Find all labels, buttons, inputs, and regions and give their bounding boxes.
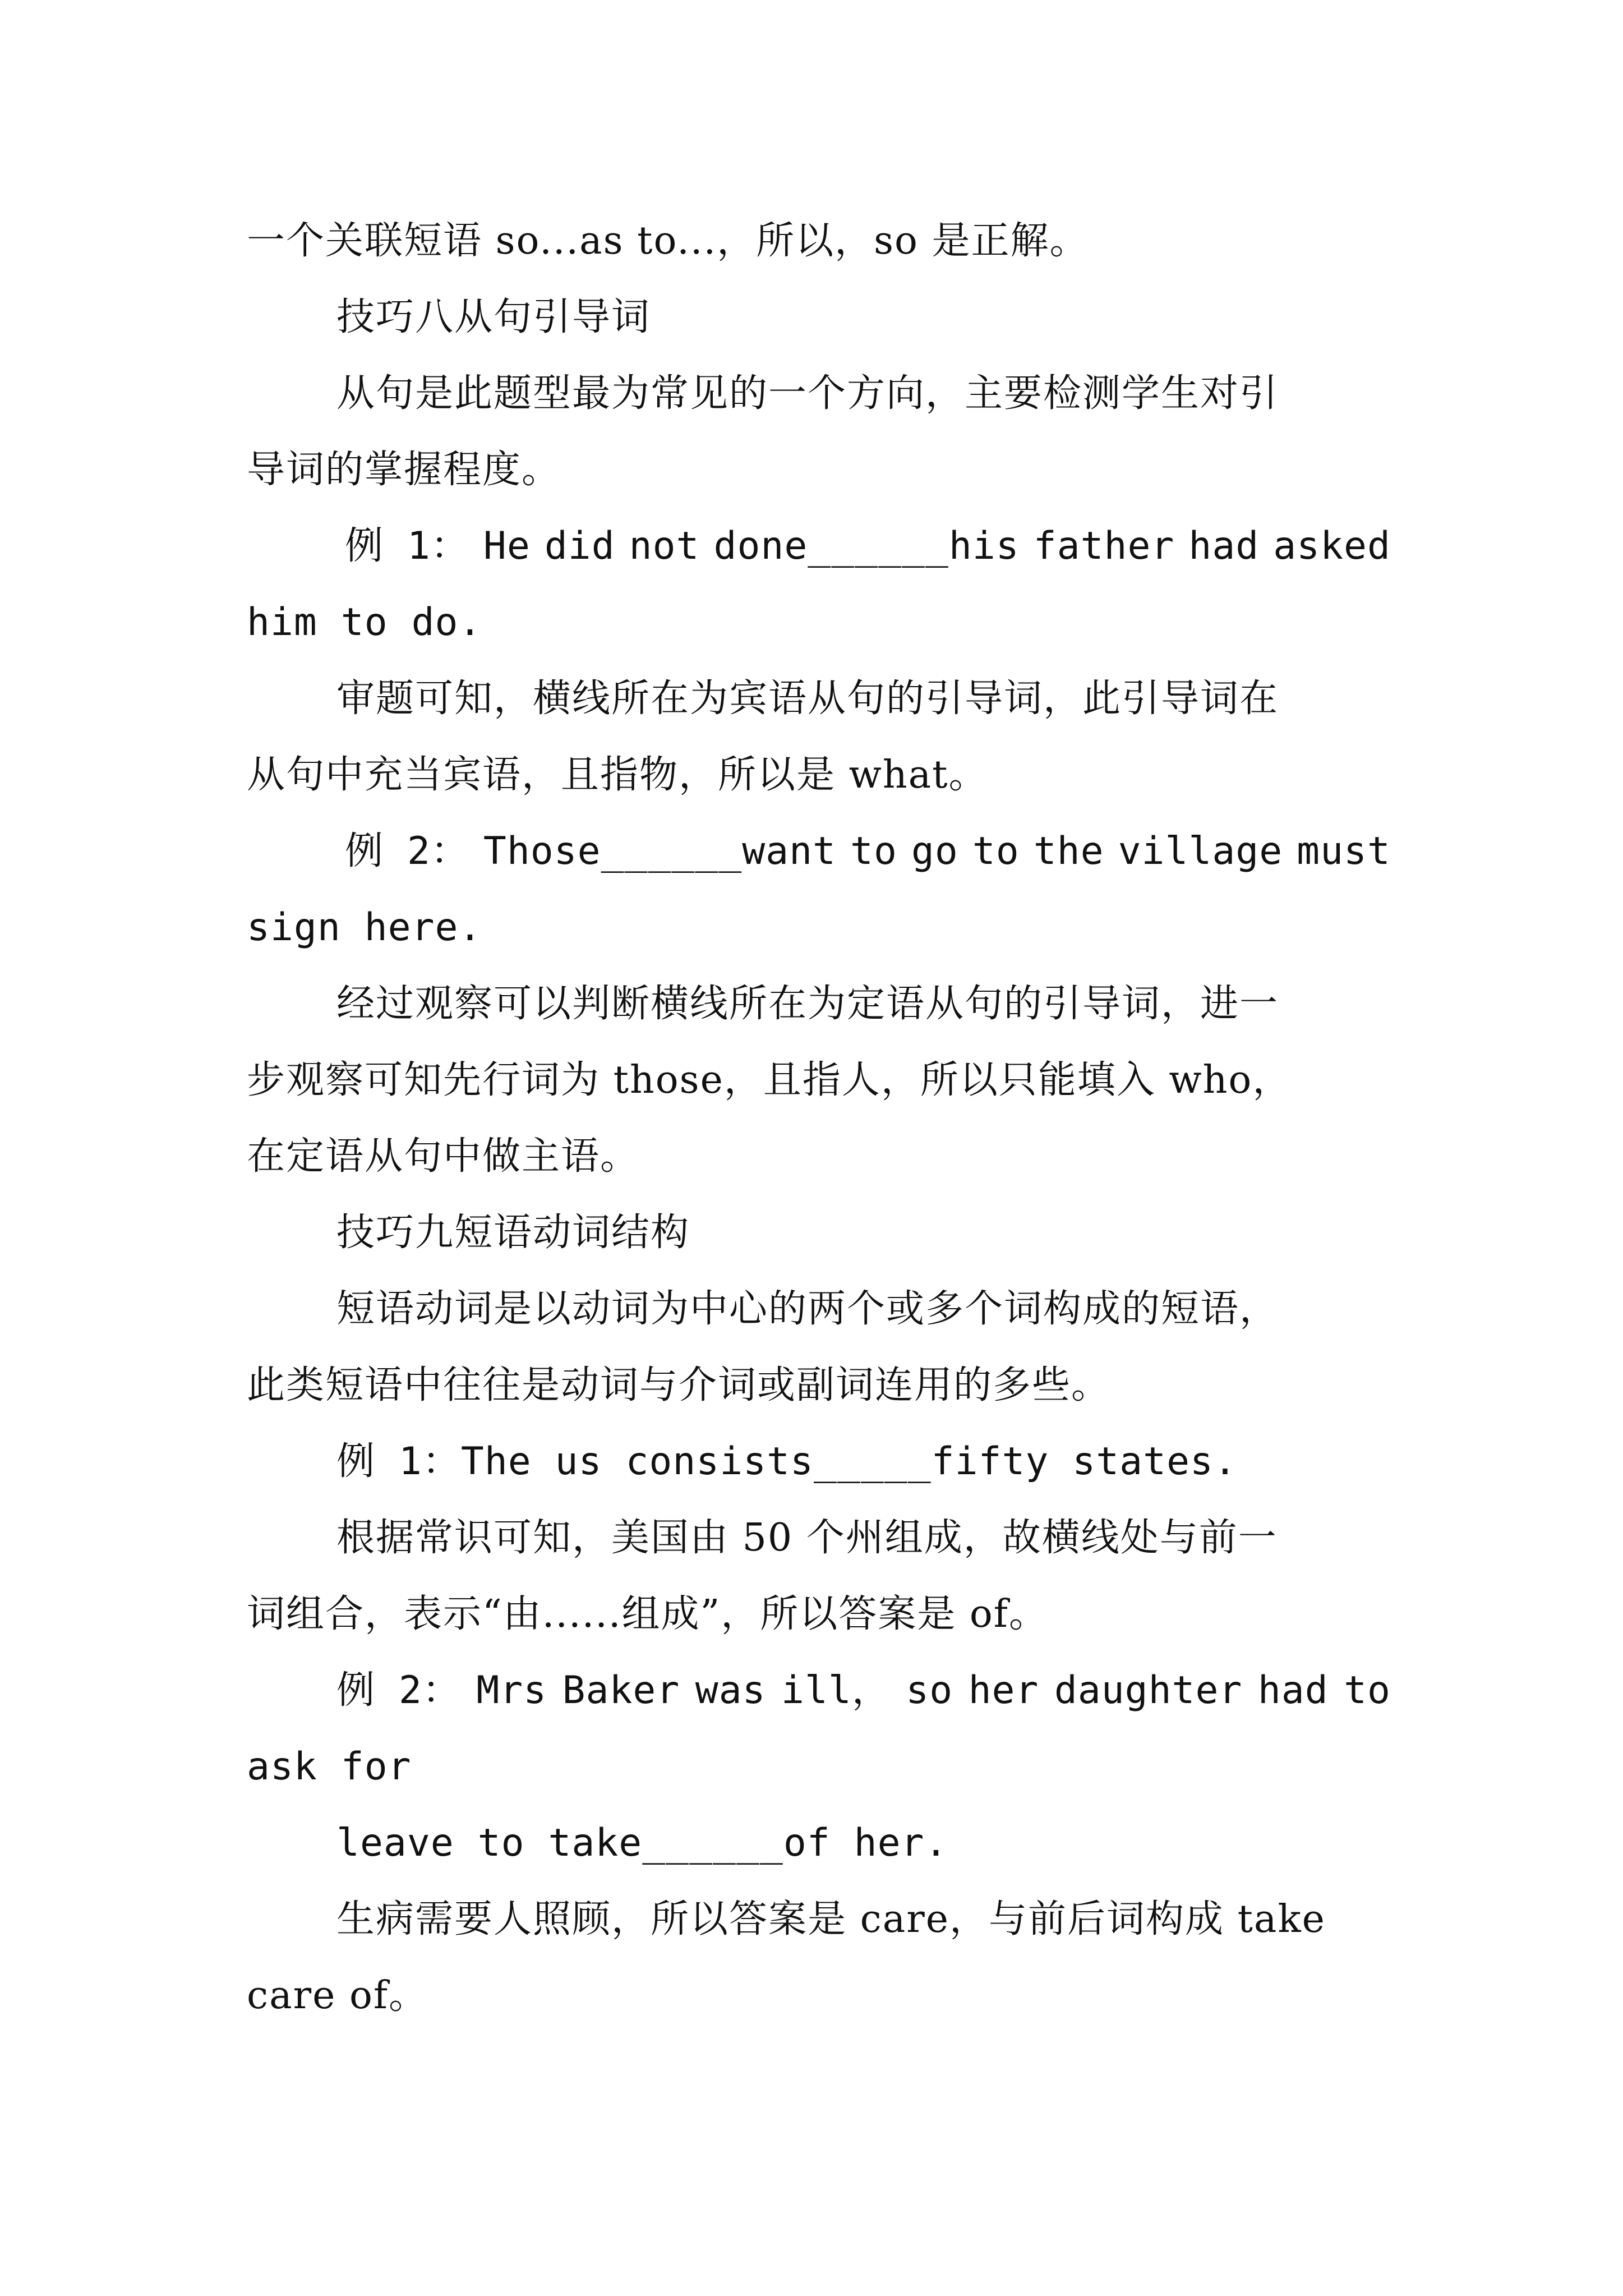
paragraph-line: 从句是此题型最为常见的一个方向，主要检测学生对引 [336, 371, 1279, 416]
example-word: did [544, 524, 615, 568]
section-heading: 技巧九短语动词结构 [336, 1211, 690, 1255]
example-word: He [483, 524, 531, 568]
example-word: had [1188, 524, 1260, 568]
example-word: so [906, 1668, 953, 1713]
paragraph-line: 一个关联短语 so...as to...，所以，so 是正解。 [247, 219, 1089, 263]
example-line: sign here. [247, 905, 482, 950]
example-line: leave to take______of her. [336, 1821, 948, 1865]
paragraph-line: 从句中充当宾语，且指物，所以是 what。 [247, 753, 988, 797]
paragraph-line: care of。 [247, 1973, 428, 2018]
example-word: was [695, 1668, 766, 1713]
example-label: 例 2： [345, 829, 469, 873]
paragraph-line: 此类短语中往往是动词与介词或副词连用的多些。 [247, 1363, 1111, 1407]
paragraph-line: 步观察可知先行词为 those，且指人，所以只能填入 who， [247, 1058, 1292, 1102]
paragraph-line: 经过观察可以判断横线所在为定语从句的引导词，进一 [336, 982, 1279, 1026]
example-line: him to do. [247, 600, 482, 645]
paragraph-line: 短语动词是以动词为中心的两个或多个词构成的短语， [336, 1287, 1279, 1331]
paragraph-line: 审题可知，横线所在为宾语从句的引导词，此引导词在 [336, 677, 1279, 721]
paragraph-line: 生病需要人照顾，所以答案是 care，与前后词构成 take [336, 1897, 1326, 1941]
example-word: village [1118, 829, 1283, 873]
paragraph-line: 词组合，表示“由......组成”，所以答案是 of。 [247, 1592, 1048, 1636]
example-line [336, 1663, 1391, 1719]
example-line: ask for [247, 1745, 412, 1789]
paragraph-line: 在定语从句中做主语。 [247, 1134, 640, 1179]
example-word: daughter [1054, 1668, 1243, 1713]
example-word: go [911, 829, 958, 873]
example-word: the [1033, 829, 1104, 873]
paragraph-line: 根据常识可知，美国由 50 个州组成，故横线处与前一 [336, 1516, 1278, 1560]
example-word: her [968, 1668, 1039, 1713]
example-word: Those______want [483, 829, 836, 873]
example-word: to [972, 829, 1020, 873]
section-heading: 技巧八从句引导词 [336, 295, 651, 339]
paragraph-line: 导词的掌握程度。 [247, 448, 561, 492]
example-line [345, 518, 1391, 574]
example-line: 例 1：The us consists_____fifty states. [336, 1439, 1237, 1484]
example-word: ill， [781, 1668, 891, 1713]
example-word: to [850, 829, 897, 873]
example-word: asked [1273, 524, 1391, 568]
example-word: Baker [562, 1668, 680, 1713]
example-word: father [1033, 524, 1175, 568]
example-word: Mrs [476, 1668, 547, 1713]
example-word: not [629, 524, 700, 568]
example-word: had [1257, 1668, 1329, 1713]
example-word: must [1297, 829, 1391, 873]
example-label: 例 2： [336, 1668, 461, 1713]
example-label: 例 1： [345, 524, 469, 568]
example-word: done______his [713, 524, 1020, 568]
example-line [345, 823, 1391, 880]
example-word: to [1344, 1668, 1391, 1713]
